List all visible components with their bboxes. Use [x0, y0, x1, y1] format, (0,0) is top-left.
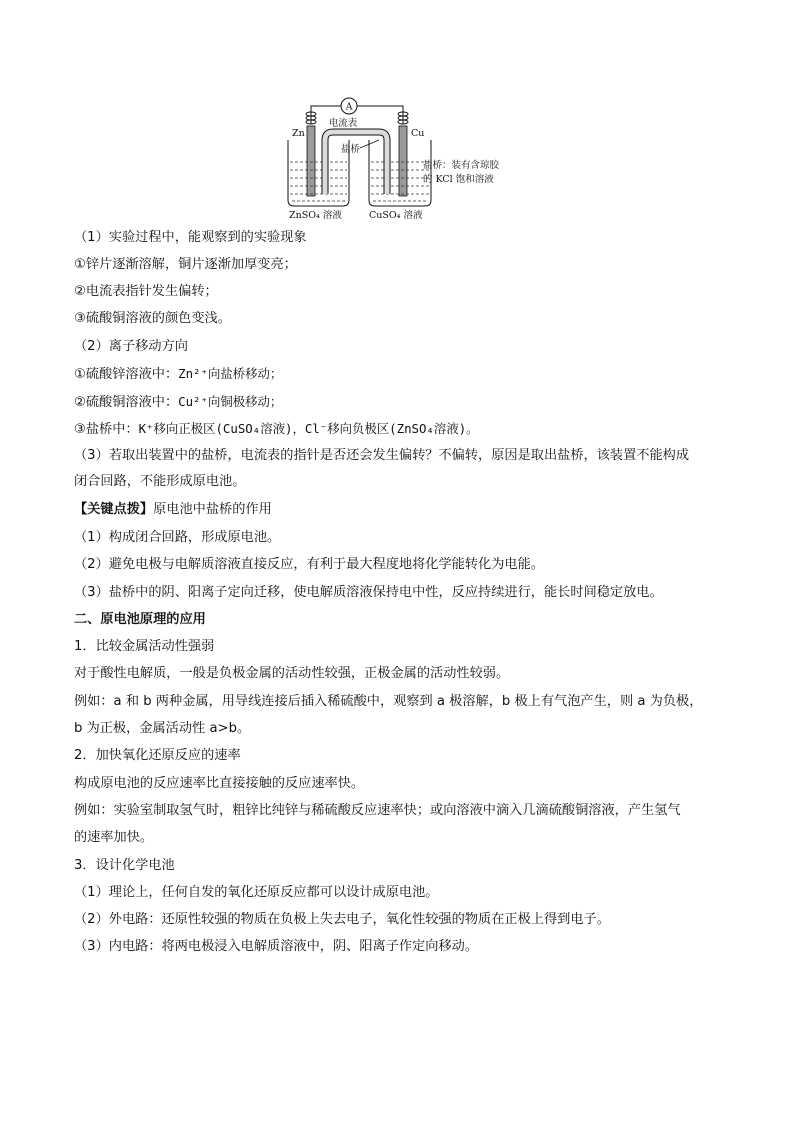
- left-solution-label: ZnSO₄ 溶液: [289, 210, 342, 221]
- bridge-note-line1: 盐桥：装有含琼胶: [423, 160, 500, 171]
- text-line-18: 例如：a 和 b 两种金属，用导线连接后插入稀硫酸中，观察到 a 极溶解，b 极上有气泡产生，则 a 为负极，: [74, 694, 703, 709]
- ammeter-symbol: A: [345, 101, 353, 113]
- text-line-7b: Cu²⁺向铜极移动；: [178, 394, 283, 409]
- zn-label: Zn: [292, 128, 305, 139]
- text-line-23: 的速率加快。: [74, 830, 154, 845]
- wire-right: [357, 106, 403, 124]
- text-line-8: [74, 420, 479, 439]
- text-line-24: 3．设计化学电池: [74, 858, 175, 873]
- text-line-7a: ②硫酸铜溶液中：: [74, 395, 179, 410]
- cu-label: Cu: [411, 128, 425, 139]
- zn-electrode: [307, 126, 315, 196]
- bridge-note-line2: 的 KCl 饱和溶液: [423, 174, 494, 185]
- text-line-16: 1．比较金属活动性强弱: [74, 639, 215, 654]
- text-line-12: （1）构成闭合回路，形成原电池。: [74, 530, 281, 545]
- cu-electrode: [399, 126, 407, 196]
- text-line-8a: ③盐桥中：: [74, 422, 139, 437]
- text-line-7: [74, 393, 282, 412]
- text-line-9: （3）若取出装置中的盐桥，电流表的指针是否还会发生偏转？不偏转，原因是取出盐桥，该装置不能构成: [74, 448, 690, 463]
- text-line-26: （2）外电路：还原性较强的物质在负极上失去电子，氧化性较强的物质在正极上得到电子。: [74, 912, 610, 927]
- text-line-21: 构成原电池的反应速率比直接接触的反应速率快。: [74, 776, 365, 791]
- text-line-5: （2）离子移动方向: [74, 339, 188, 354]
- text-line-6a: ①硫酸锌溶液中：: [74, 367, 179, 382]
- text-line-10: 闭合回路，不能形成原电池。: [74, 474, 246, 489]
- text-line-14: （3）盐桥中的阴、阳离子定向迁移，使电解质溶液保持电中性，反应持续进行，能长时间稳定放电。: [74, 585, 663, 600]
- key-point-heading: [74, 501, 272, 519]
- salt-bridge-inner: [325, 132, 387, 194]
- galvanic-cell-diagram: [283, 96, 513, 222]
- salt-bridge: [325, 132, 387, 194]
- key-point-title: 原电池中盐桥的作用: [153, 502, 272, 517]
- text-line-4: ③硫酸铜溶液的颜色变浅。: [74, 311, 231, 326]
- text-line-25: （1）理论上，任何自发的氧化还原反应都可以设计成原电池。: [74, 885, 439, 900]
- ammeter-label: 电流表: [328, 118, 358, 129]
- left-solution-fill: [290, 162, 347, 201]
- bridge-label: 盐桥: [341, 144, 361, 155]
- text-line-19: b 为正极，金属活动性 a>b。: [74, 721, 251, 736]
- text-line-8b: K⁺移向正极区(CuSO₄溶液)，Cl⁻移向负极区(ZnSO₄溶液)。: [138, 421, 479, 436]
- left-beaker: [288, 140, 349, 206]
- text-line-22: 例如：实验室制取氢气时，粗锌比纯锌与稀硫酸反应速率快；或向溶液中滴入几滴硫酸铜溶液，产生氢气: [74, 803, 681, 818]
- section-heading-2: 二、原电池原理的应用: [74, 612, 206, 627]
- key-point-tag: 【关键点拨】: [74, 502, 154, 517]
- text-line-2: ①锌片逐渐溶解，铜片逐渐加厚变亮；: [74, 257, 297, 272]
- text-line-13: （2）避免电极与电解质溶液直接反应，有利于最大程度地将化学能转化为电能。: [74, 557, 544, 572]
- text-line-1: （1）实验过程中，能观察到的实验现象: [74, 230, 307, 245]
- right-solution-label: CuSO₄ 溶液: [369, 210, 423, 221]
- text-line-3: ②电流表指针发生偏转；: [74, 284, 218, 299]
- text-line-27: （3）内电路：将两电极浸入电解质溶液中，阴、阳离子作定向移动。: [74, 939, 479, 954]
- text-line-6: [74, 365, 282, 384]
- text-line-17: 对于酸性电解质，一般是负极金属的活动性较强，正极金属的活动性较弱。: [74, 666, 510, 681]
- text-line-20: 2．加快氧化还原反应的速率: [74, 748, 241, 763]
- text-line-6b: Zn²⁺向盐桥移动；: [178, 366, 283, 381]
